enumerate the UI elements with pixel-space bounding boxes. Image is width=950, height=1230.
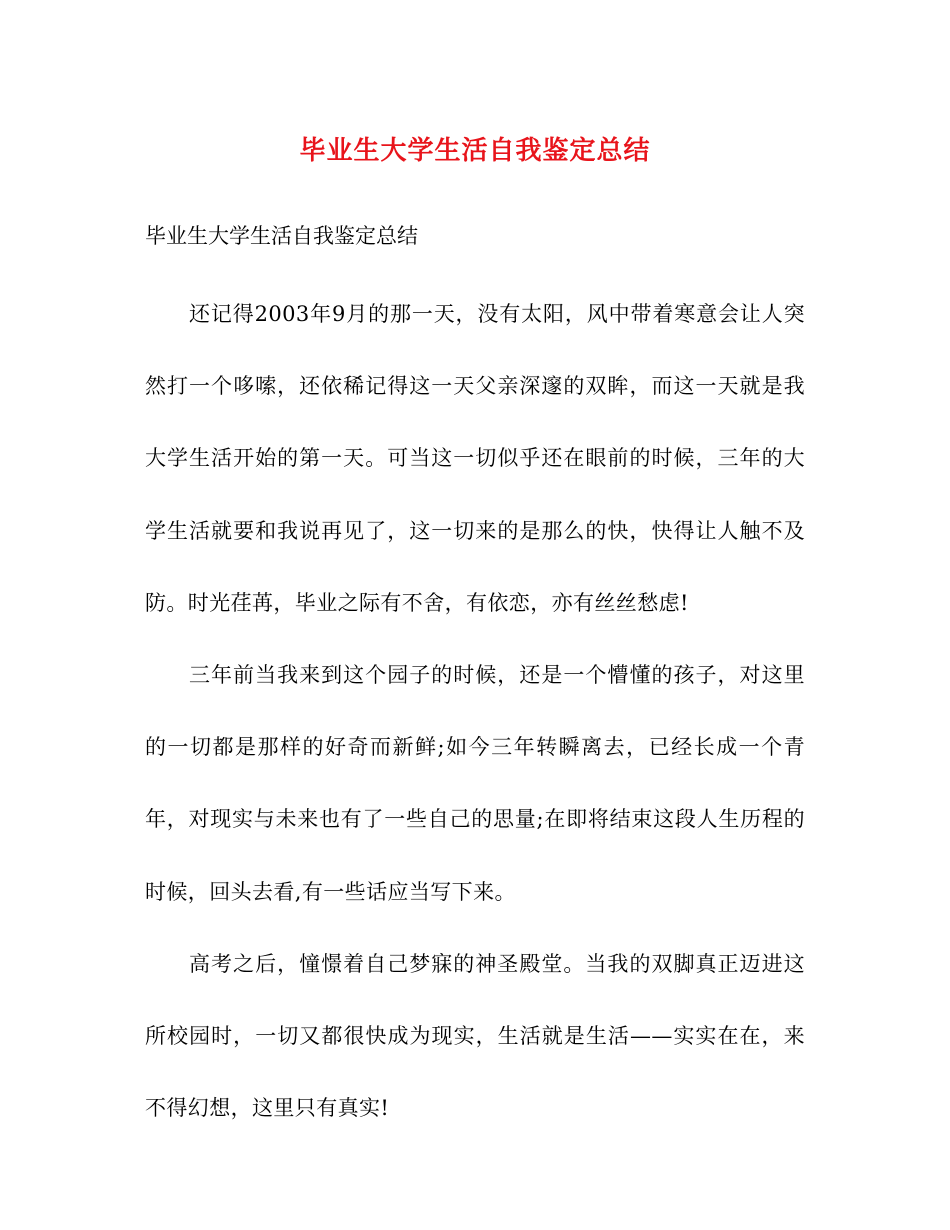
document-body xyxy=(145,278,805,1144)
paragraph: 三年前当我来到这个园子的时候，还是一个懵懂的孩子，对这里的一切都是那样的好奇而新鲜;如今三年转瞬离去，已经长成一个青年，对现实与未来也有了一些自己的思量;在即将结束这段人生历程的时候，回头去看,有一些话应当写下来。 xyxy=(145,663,805,904)
document-subtitle: 毕业生大学生活自我鉴定总结 xyxy=(145,224,418,248)
paragraph: 还记得2003年9月的那一天，没有太阳，风中带着寒意会让人突然打一个哆嗦，还依稀记得这一天父亲深邃的双眸，而这一天就是我大学生活开始的第一天。可当这一切似乎还在眼前的时候，三年的大学生活就要和我说再见了，这一切来的是那么的快，快得让人触不及防。时光荏苒，毕业之际有不舍，有依恋，亦有丝丝愁虑! xyxy=(145,302,805,615)
paragraph: 高考之后，憧憬着自己梦寐的神圣殿堂。当我的双脚真正迈进这所校园时，一切又都很快成为现实，生活就是生活——实实在在，来不得幻想，这里只有真实! xyxy=(145,951,805,1121)
document-title: 毕业生大学生活自我鉴定总结 xyxy=(299,136,651,166)
